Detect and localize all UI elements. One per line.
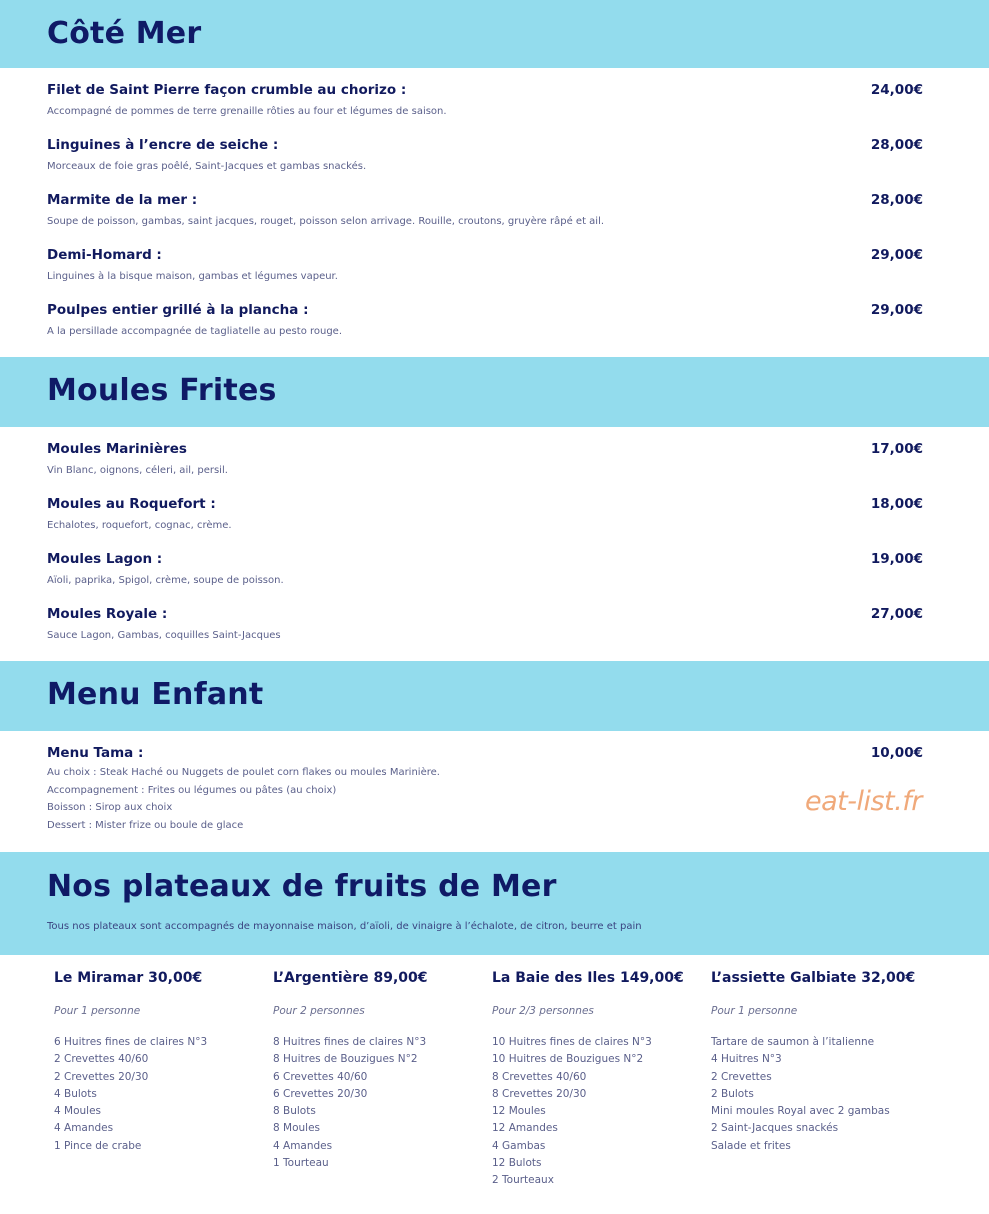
section-header-moules-frites <box>0 357 989 427</box>
item-description: Aïoli, paprika, Spigol, crème, soupe de poisson. <box>47 575 284 586</box>
item-name: Moules Royale : <box>47 606 168 622</box>
list-item: 12 Bulots <box>492 1157 542 1170</box>
list-item: 2 Crevettes 40/60 <box>54 1053 149 1066</box>
section-header-cote-mer <box>0 0 989 68</box>
list-item: 8 Moules <box>273 1122 321 1135</box>
plateau-contents <box>492 1034 702 1190</box>
plateau-persons: Pour 2/3 personnes <box>492 1005 594 1017</box>
item-price: 10,00€ <box>870 745 923 761</box>
list-item: 4 Moules <box>54 1105 102 1118</box>
list-item: 4 Huitres N°3 <box>711 1053 782 1066</box>
plateau-card <box>492 970 702 1190</box>
list-item: 10 Huitres de Bouzigues N°2 <box>492 1053 644 1066</box>
item-price: 27,00€ <box>870 606 923 622</box>
description-line: Au choix : Steak Haché ou Nuggets de poulet corn flakes ou moules Marinière. <box>47 767 440 778</box>
item-price: 18,00€ <box>870 496 923 512</box>
list-item: 2 Saint-Jacques snackés <box>711 1122 839 1135</box>
list-item: Mini moules Royal avec 2 gambas <box>711 1105 890 1118</box>
item-description: Morceaux de foie gras poêlé, Saint-Jacques et gambas snackés. <box>47 161 367 172</box>
list-item: 10 Huitres fines de claires N°3 <box>492 1036 652 1048</box>
description-line: Boisson : Sirop aux choix <box>47 802 173 813</box>
plateau-title: La Baie des Iles 149,00€ <box>492 970 684 986</box>
item-name: Moules Marinières <box>47 441 187 457</box>
list-item: 2 Tourteaux <box>492 1174 554 1187</box>
plateau-contents <box>273 1034 483 1172</box>
list-item: 6 Crevettes 20/30 <box>273 1087 368 1100</box>
plateau-persons: Pour 2 personnes <box>273 1005 365 1017</box>
plateau-contents <box>54 1034 264 1155</box>
menu-item <box>47 192 923 231</box>
item-name: Marmite de la mer : <box>47 192 198 208</box>
plateau-title: L’Argentière 89,00€ <box>273 970 428 986</box>
watermark-logo: eat-list.fr <box>805 786 922 817</box>
menu-item <box>47 496 923 535</box>
item-description <box>47 764 923 834</box>
menu-item <box>47 441 923 480</box>
menu-item <box>47 137 923 176</box>
list-item: 6 Crevettes 40/60 <box>273 1070 368 1083</box>
item-name: Demi-Homard : <box>47 247 162 263</box>
menu-item <box>47 551 923 590</box>
list-item: 8 Crevettes 40/60 <box>492 1070 587 1083</box>
list-item: Salade et frites <box>711 1139 791 1152</box>
section-header-plateaux <box>0 852 989 955</box>
plateau-contents <box>711 1034 951 1155</box>
item-price: 28,00€ <box>870 192 923 208</box>
plateaux-intro: Tous nos plateaux sont accompagnés de mayonnaise maison, d’aïoli, de vinaigre à l’échalote, de citron, beurre et pain <box>47 921 642 932</box>
item-name: Moules Lagon : <box>47 551 163 567</box>
section-title: Moules Frites <box>47 373 277 408</box>
plateau-persons: Pour 1 personne <box>54 1005 141 1017</box>
item-price: 17,00€ <box>870 441 923 457</box>
list-item: 12 Amandes <box>492 1122 558 1135</box>
list-item: 2 Crevettes <box>711 1070 772 1083</box>
section-header-menu-enfant <box>0 661 989 731</box>
plateau-title: Le Miramar 30,00€ <box>54 970 203 986</box>
menu-item-enfant <box>47 745 923 834</box>
item-price: 28,00€ <box>870 137 923 153</box>
item-name: Linguines à l’encre de seiche : <box>47 137 279 153</box>
menu-item <box>47 247 923 286</box>
list-item: 2 Crevettes 20/30 <box>54 1070 149 1083</box>
description-line: Accompagnement : Frites ou légumes ou pâtes (au choix) <box>47 784 337 796</box>
list-item: 12 Moules <box>492 1105 546 1118</box>
item-price: 29,00€ <box>870 302 923 318</box>
section-title: Menu Enfant <box>47 677 264 712</box>
item-description: Sauce Lagon, Gambas, coquilles Saint-Jacques <box>47 630 281 641</box>
item-description: Soupe de poisson, gambas, saint jacques, rouget, poisson selon arrivage. Rouille, croutons, gruyère râpé et ail. <box>47 216 605 227</box>
plateau-card <box>711 970 951 1155</box>
item-name: Poulpes entier grillé à la plancha : <box>47 302 309 318</box>
list-item: 4 Gambas <box>492 1139 546 1152</box>
list-item: 1 Pince de crabe <box>54 1139 142 1152</box>
menu-item <box>47 606 923 645</box>
item-name: Filet de Saint Pierre façon crumble au chorizo : <box>47 82 407 98</box>
item-description: Vin Blanc, oignons, céleri, ail, persil. <box>47 465 228 476</box>
list-item: 4 Amandes <box>273 1139 333 1152</box>
list-item: 2 Bulots <box>711 1087 754 1100</box>
plateau-card <box>54 970 264 1155</box>
list-item: 8 Huitres de Bouzigues N°2 <box>273 1053 418 1066</box>
item-name: Moules au Roquefort : <box>47 496 216 512</box>
list-item: 8 Bulots <box>273 1105 316 1118</box>
section-title: Nos plateaux de fruits de Mer <box>47 869 557 904</box>
item-price: 24,00€ <box>870 82 923 98</box>
item-price: 19,00€ <box>870 551 923 567</box>
list-item: 1 Tourteau <box>273 1157 329 1170</box>
description-line: Dessert : Mister frize ou boule de glace <box>47 819 244 831</box>
item-description: Linguines à la bisque maison, gambas et légumes vapeur. <box>47 271 338 282</box>
item-description: Echalotes, roquefort, cognac, crème. <box>47 520 232 531</box>
list-item: 8 Crevettes 20/30 <box>492 1087 587 1100</box>
list-item: 6 Huitres fines de claires N°3 <box>54 1036 208 1048</box>
plateau-persons: Pour 1 personne <box>711 1005 798 1017</box>
list-item: Tartare de saumon à l’italienne <box>711 1036 875 1048</box>
item-name: Menu Tama : <box>47 745 144 761</box>
list-item: 8 Huitres fines de claires N°3 <box>273 1036 427 1048</box>
item-description: A la persillade accompagnée de tagliatelle au pesto rouge. <box>47 326 343 337</box>
item-description: Accompagné de pommes de terre grenaille rôties au four et légumes de saison. <box>47 106 447 117</box>
section-title: Côté Mer <box>47 16 202 51</box>
plateau-title: L’assiette Galbiate 32,00€ <box>711 970 916 986</box>
plateau-card <box>273 970 483 1172</box>
list-item: 4 Amandes <box>54 1122 114 1135</box>
list-item: 4 Bulots <box>54 1087 97 1100</box>
menu-item <box>47 302 923 341</box>
item-price: 29,00€ <box>870 247 923 263</box>
menu-item <box>47 82 923 121</box>
